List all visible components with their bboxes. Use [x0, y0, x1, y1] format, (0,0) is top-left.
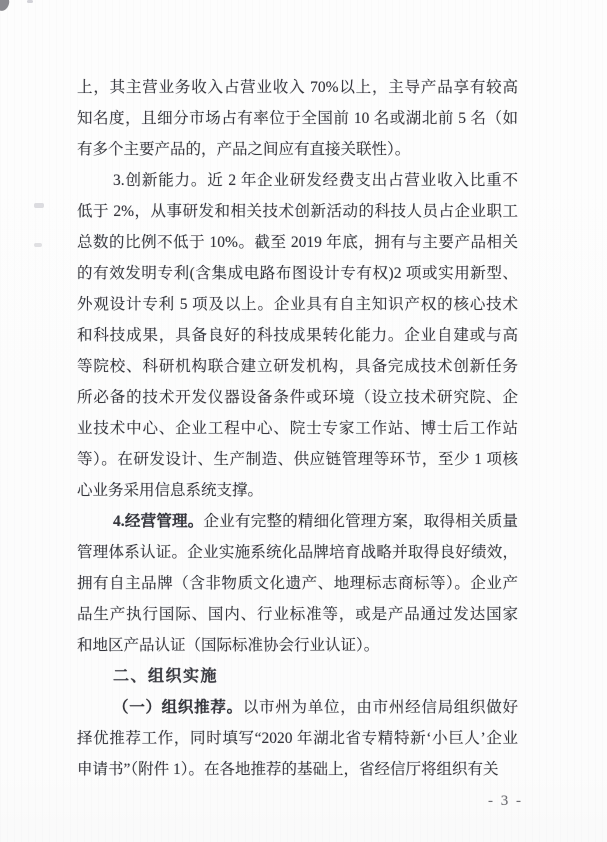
paragraph: [77, 692, 518, 785]
line-text: 申请书”（附件 1）。在各地推荐的基础上，省经信厅将组织有关: [77, 761, 499, 778]
text-line: [77, 568, 518, 599]
text-line: [77, 599, 518, 630]
line-text: 等）。在研发设计、生产制造、供应链管理等环节，至少 1 项核: [77, 451, 518, 468]
line-text: 拥有自主品牌（含非物质文化遗产、地理标志商标等）。企业产: [77, 575, 518, 592]
text-line: [77, 289, 518, 320]
paragraph: [77, 506, 518, 661]
text-line: [77, 692, 518, 723]
line-text: 企业有完整的精细化管理方案，取得相关质量: [203, 513, 518, 530]
line-text: 心业务采用信息系统支撑。: [77, 482, 264, 499]
line-text: 低于 2%，从事研发和相关技术创新活动的科技人员占企业职工: [77, 203, 518, 220]
text-line: [77, 196, 518, 227]
text-line: [77, 227, 518, 258]
document-text: [77, 72, 518, 785]
text-line: [77, 165, 518, 196]
paragraph: [77, 72, 518, 165]
line-text: 择优推荐工作，同时填写“2020 年湖北省专精特新‘小巨人’企业: [77, 730, 518, 747]
line-text: 业技术中心、企业工程中心、院士专家工作站、博士后工作站: [77, 420, 518, 437]
text-line: [77, 723, 518, 754]
line-text: 二、组织实施: [113, 668, 219, 685]
text-line: [77, 661, 518, 692]
text-line: [77, 754, 518, 785]
line-text: 以市州为单位，由市州经信局组织做好: [242, 699, 518, 716]
line-text: 知名度，且细分市场占有率位于全国前 10 名或湖北前 5 名（如: [77, 110, 518, 127]
text-line: [77, 413, 518, 444]
line-text: 3.创新能力。近 2 年企业研发经费支出占营业收入比重不: [113, 172, 518, 189]
text-line: [77, 134, 518, 165]
scan-speck-top: [27, 0, 33, 3]
text-line: [77, 444, 518, 475]
text-line: [77, 506, 518, 537]
text-line: [77, 72, 518, 103]
text-line: [77, 103, 518, 134]
text-line: [77, 537, 518, 568]
line-text: 总数的比例不低于 10%。截至 2019 年底，拥有与主要产品相关: [77, 234, 518, 251]
line-text: 和科技成果，具备良好的科技成果转化能力。企业自建或与高: [77, 327, 518, 344]
line-text: 外观设计专利 5 项及以上。企业具有自主知识产权的核心技术: [77, 296, 518, 313]
text-line: [77, 630, 518, 661]
line-text: 的有效发明专利(含集成电路布图设计专有权)2 项或实用新型、: [77, 265, 518, 282]
paragraph: [77, 165, 518, 506]
text-line: [77, 320, 518, 351]
line-text: 管理体系认证。企业实施系统化品牌培育战略并取得良好绩效，: [77, 544, 518, 561]
line-text: 品生产执行国际、国内、行业标准等，或是产品通过发达国家: [77, 606, 518, 623]
text-line: [77, 258, 518, 289]
section-heading: [77, 661, 518, 692]
text-line: [77, 475, 518, 506]
line-text: 上，其主营业务收入占营业收入 70%以上，主导产品享有较高: [77, 79, 518, 96]
page-number: - 3 -: [488, 793, 523, 809]
scan-speck-left: [34, 243, 42, 247]
line-text: 和地区产品认证（国际标准协会行业认证）。: [77, 637, 380, 654]
scan-speck-left: [34, 203, 44, 208]
bold-lead: 4.经营管理。: [113, 513, 204, 530]
text-line: [77, 382, 518, 413]
line-text: 有多个主要产品的，产品之间应有直接关联性）。: [77, 141, 411, 158]
line-text: 等院校、科研机构联合建立研发机构，具备完成技术创新任务: [77, 358, 518, 375]
line-text: 所必备的技术开发仪器设备条件或环境（设立技术研究院、企: [77, 389, 518, 406]
scan-artifact-corner: [0, 0, 10, 12]
bold-lead: （一）组织推荐。: [113, 699, 243, 716]
text-line: [77, 351, 518, 382]
